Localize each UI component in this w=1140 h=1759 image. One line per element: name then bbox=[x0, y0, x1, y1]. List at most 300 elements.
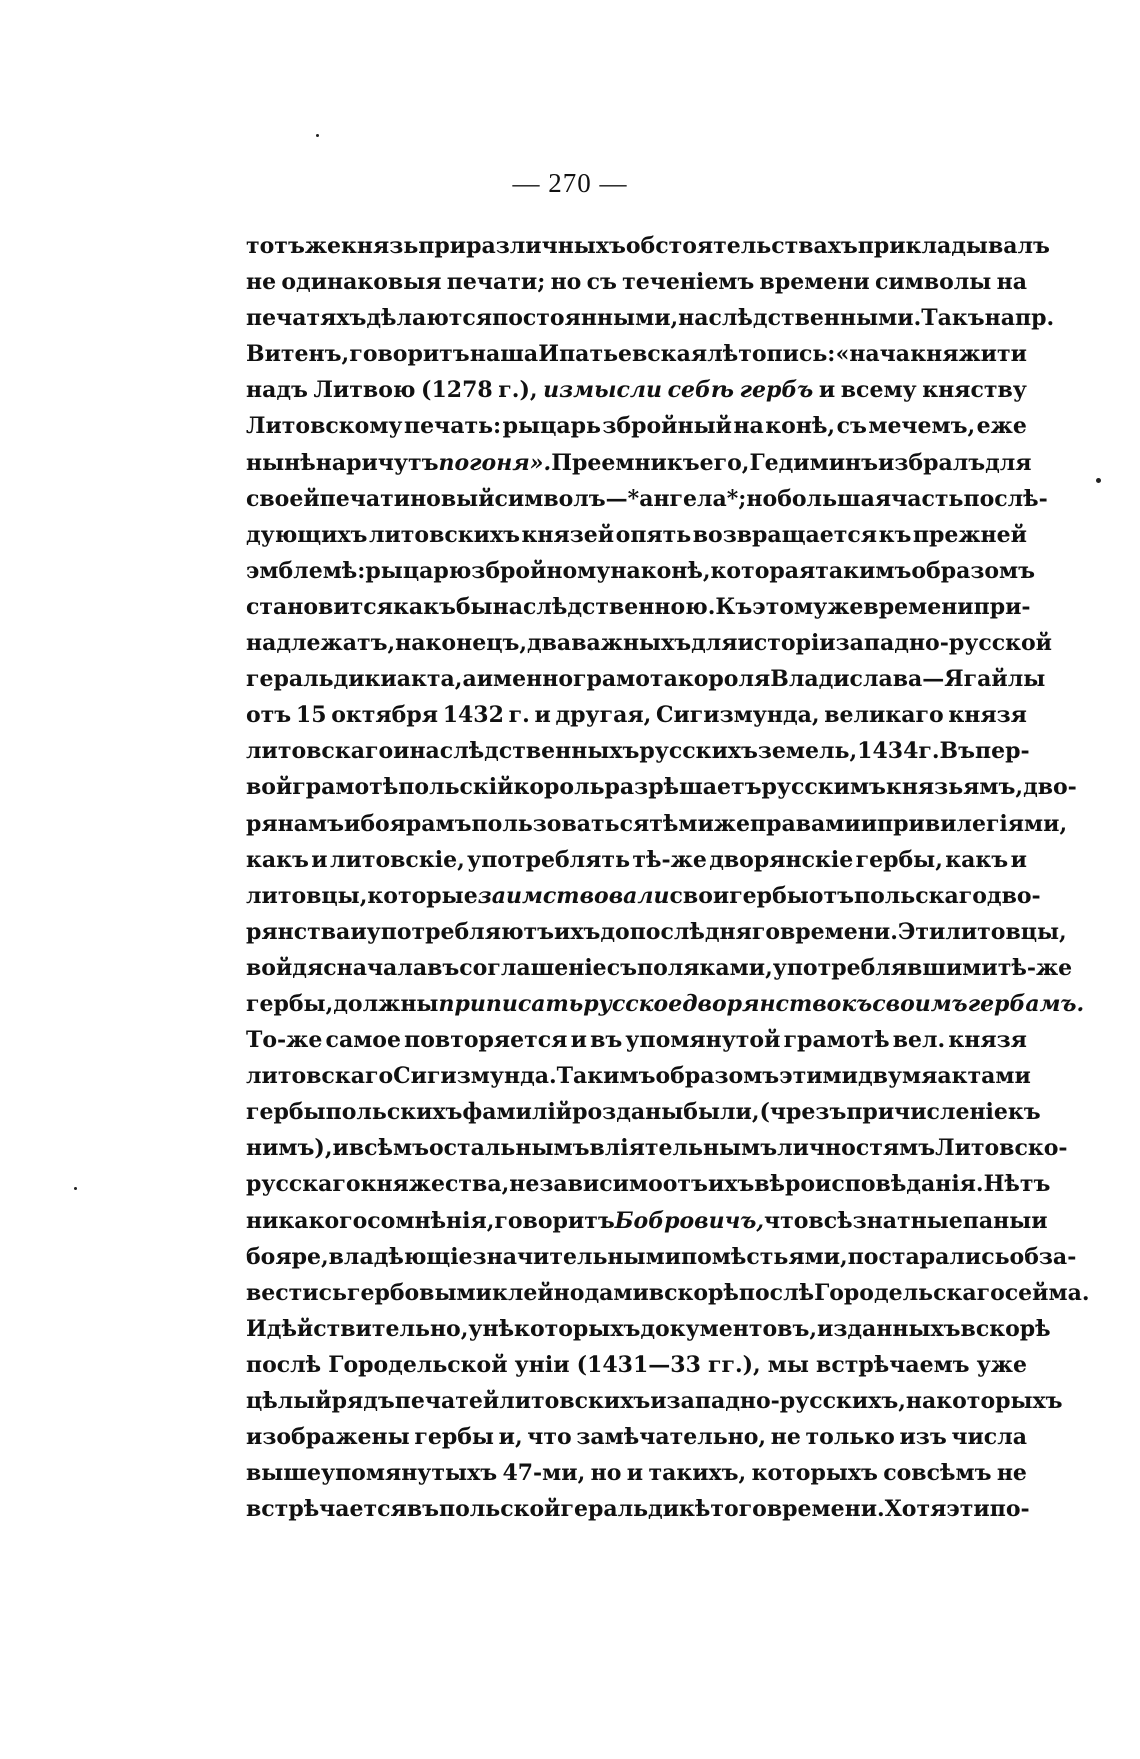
word: г. bbox=[918, 738, 940, 765]
word: именно bbox=[476, 666, 574, 693]
word: съ bbox=[586, 269, 617, 296]
word: акта, bbox=[396, 666, 463, 693]
word: Такимъ bbox=[556, 1063, 656, 1090]
word: у bbox=[468, 1315, 483, 1342]
text-line bbox=[246, 1203, 1048, 1239]
word: и bbox=[534, 702, 551, 729]
word: никакого bbox=[246, 1207, 368, 1234]
word: поляками, bbox=[636, 954, 773, 981]
word: дующихъ bbox=[246, 521, 368, 548]
word: же bbox=[304, 233, 342, 259]
word: отъ bbox=[662, 1171, 708, 1198]
word: 1432 bbox=[442, 702, 504, 729]
word: мы bbox=[767, 1351, 809, 1378]
word: не bbox=[246, 269, 277, 296]
word: какъ bbox=[945, 846, 1009, 873]
word: Бобровичъ, bbox=[614, 1207, 764, 1234]
word: знатные bbox=[852, 1207, 963, 1234]
word: изображены bbox=[246, 1424, 410, 1451]
word: того bbox=[710, 1496, 767, 1523]
word: символы bbox=[875, 269, 992, 296]
word: вестись bbox=[246, 1279, 347, 1306]
word: Преемникъ bbox=[551, 449, 700, 476]
text-line bbox=[246, 445, 1032, 481]
word: гербы bbox=[414, 1424, 494, 1451]
word: геральдикѣ bbox=[560, 1496, 711, 1523]
text-line bbox=[246, 1311, 1051, 1347]
word: мечемъ, bbox=[868, 413, 976, 440]
word: причисленіе bbox=[846, 1099, 1008, 1126]
word: король bbox=[513, 774, 605, 801]
word: для bbox=[691, 630, 738, 657]
word: которыхъ bbox=[751, 1460, 878, 1487]
word: себѣ bbox=[667, 377, 734, 404]
word: что bbox=[527, 1424, 572, 1451]
scan-speck bbox=[316, 134, 319, 137]
word: вышеупомянутыхъ bbox=[246, 1460, 498, 1487]
word: говоритъ bbox=[494, 1207, 615, 1234]
word: совсѣмъ bbox=[883, 1460, 992, 1487]
word: времени. bbox=[780, 918, 898, 945]
word: времени. bbox=[766, 1496, 885, 1523]
word: и bbox=[650, 1388, 667, 1414]
word: дворянскіе bbox=[709, 846, 854, 873]
word: не bbox=[996, 1460, 1027, 1487]
text-line bbox=[246, 733, 1030, 769]
scan-speck bbox=[1096, 478, 1101, 483]
word: замѣчательно, bbox=[576, 1424, 767, 1451]
word: же bbox=[713, 810, 750, 837]
word: рянства bbox=[246, 918, 351, 945]
text-line bbox=[246, 625, 1052, 661]
word: такихъ, bbox=[648, 1460, 747, 1487]
word: и bbox=[393, 738, 410, 765]
word: упомянутой bbox=[625, 1027, 781, 1054]
word: какъ bbox=[392, 593, 456, 620]
word: 1434 bbox=[857, 738, 919, 765]
word: повторяется bbox=[404, 1027, 568, 1054]
word: князей bbox=[521, 521, 615, 548]
word: становится bbox=[246, 593, 393, 620]
word: возвращается bbox=[692, 521, 878, 548]
word: гербамъ. bbox=[967, 990, 1085, 1017]
word: бояре, bbox=[246, 1243, 329, 1270]
word: еже bbox=[976, 413, 1027, 440]
word: западно-русской bbox=[835, 630, 1052, 657]
body-text bbox=[246, 228, 1090, 1527]
page-number: — 270 — bbox=[512, 168, 628, 198]
text-line bbox=[246, 1383, 1063, 1419]
word: эти bbox=[946, 1496, 990, 1523]
word: изданныхъ bbox=[817, 1315, 961, 1342]
word: г. bbox=[508, 702, 530, 729]
word: паны bbox=[962, 1207, 1032, 1234]
word: обстоятельствахъ bbox=[625, 233, 858, 259]
word: говоритъ bbox=[349, 341, 470, 368]
text-line bbox=[246, 1491, 1030, 1527]
word: г.), bbox=[498, 377, 538, 404]
word: всему bbox=[840, 377, 917, 404]
word: и bbox=[350, 918, 367, 945]
text-line bbox=[246, 408, 1027, 444]
word: употреблявшими bbox=[772, 954, 998, 981]
word: и bbox=[570, 1027, 587, 1054]
word: которые bbox=[367, 882, 478, 909]
word: послѣдняго bbox=[629, 918, 781, 945]
word: княжества, bbox=[360, 1171, 510, 1198]
word: вѣроисповѣданія. bbox=[754, 1171, 984, 1198]
word: его, bbox=[699, 449, 750, 476]
word: Сигизмунда, bbox=[655, 702, 820, 729]
word: въ bbox=[427, 954, 460, 981]
word: времени bbox=[863, 593, 974, 620]
word: нѣкоторыхъ bbox=[482, 1315, 641, 1342]
word: гербы bbox=[246, 1099, 326, 1126]
word: одинаковыя bbox=[281, 269, 442, 296]
word: Въ bbox=[939, 738, 975, 765]
word: литовскаго bbox=[246, 738, 394, 765]
word: своей bbox=[246, 485, 320, 512]
text-line bbox=[246, 553, 1036, 589]
word: и bbox=[626, 1460, 644, 1487]
word: вой bbox=[246, 774, 293, 801]
text-line bbox=[246, 806, 1068, 842]
word: сначала bbox=[323, 954, 428, 981]
word: дѣйствительно, bbox=[266, 1315, 469, 1342]
word: измысли bbox=[543, 377, 662, 404]
word: То-же bbox=[246, 1027, 323, 1054]
word: не bbox=[770, 1424, 801, 1451]
text-line bbox=[246, 1275, 1090, 1311]
text-line bbox=[246, 264, 1027, 300]
text-line bbox=[246, 1058, 1031, 1094]
word: князь bbox=[341, 233, 419, 259]
word: литовскихъ bbox=[499, 1388, 651, 1414]
word: привилегіями, bbox=[877, 810, 1068, 837]
word: что bbox=[763, 1207, 809, 1234]
word: гербъ bbox=[739, 377, 814, 404]
word: 15 bbox=[295, 702, 327, 729]
word: печати; bbox=[446, 269, 546, 296]
word: княжити bbox=[910, 341, 1027, 368]
text-line bbox=[246, 1347, 1027, 1383]
word: и bbox=[818, 377, 836, 404]
word: 47-ми, bbox=[502, 1460, 586, 1487]
word: новый bbox=[410, 485, 495, 512]
text-line bbox=[246, 481, 1048, 517]
word: и bbox=[1010, 846, 1027, 873]
word: соглашеніе bbox=[459, 954, 607, 981]
text-line bbox=[246, 1022, 1027, 1058]
word: значительными bbox=[472, 1243, 682, 1270]
word: ихъ bbox=[554, 918, 601, 945]
word: избралъ bbox=[878, 449, 986, 476]
word: наконецъ, bbox=[395, 630, 527, 657]
word: всѣ bbox=[808, 1207, 853, 1234]
word: печать: bbox=[404, 413, 502, 440]
word: самое bbox=[325, 1027, 401, 1054]
word: польскаго bbox=[853, 882, 987, 909]
word: времени bbox=[759, 269, 870, 296]
word: рыцарь bbox=[502, 413, 601, 440]
word: напр. bbox=[984, 305, 1055, 332]
word: числа bbox=[951, 1424, 1027, 1451]
word: своимъ bbox=[872, 990, 968, 1017]
word: сомнѣнія, bbox=[367, 1207, 495, 1234]
word: княству bbox=[922, 377, 1027, 404]
word: отъ bbox=[246, 702, 292, 729]
word: уже bbox=[976, 1351, 1027, 1378]
word: войдя bbox=[246, 954, 324, 981]
word: русское bbox=[583, 990, 683, 1017]
word: бы bbox=[455, 593, 493, 620]
word: конѣ, bbox=[765, 413, 836, 440]
word: должны bbox=[333, 990, 439, 1017]
word: Витенъ, bbox=[246, 341, 350, 368]
word: польскихъ bbox=[325, 1099, 463, 1126]
text-line bbox=[246, 661, 1046, 697]
word: литовскаго bbox=[246, 1063, 394, 1090]
word: гг.), bbox=[707, 1351, 761, 1378]
word: литовцы, bbox=[945, 918, 1067, 945]
word: Такъ bbox=[921, 305, 985, 332]
word: пользоваться bbox=[471, 810, 650, 837]
word: помѣстьями, bbox=[681, 1243, 848, 1270]
word: обза- bbox=[1009, 1243, 1077, 1270]
text-line bbox=[246, 336, 1027, 372]
word: русскимъ bbox=[761, 774, 886, 801]
word: Къ bbox=[715, 593, 753, 620]
word: Гедиминъ bbox=[749, 449, 879, 476]
word: въ bbox=[406, 1496, 439, 1523]
word: рядъ bbox=[331, 1388, 395, 1414]
word: Нѣтъ bbox=[983, 1171, 1051, 1198]
word: но bbox=[550, 269, 582, 296]
word: и bbox=[311, 846, 328, 873]
word: Литовскому bbox=[246, 413, 403, 440]
word: остальнымъ bbox=[428, 1135, 590, 1162]
word: же bbox=[827, 593, 864, 620]
word: при- bbox=[973, 593, 1031, 620]
word: къ bbox=[878, 521, 912, 548]
word: рянамъ bbox=[246, 810, 344, 837]
word: употреблять bbox=[467, 846, 630, 873]
text-line bbox=[246, 1239, 1077, 1275]
word: фамилій bbox=[462, 1099, 573, 1126]
word: сейма. bbox=[1004, 1279, 1090, 1306]
word: исторіи bbox=[737, 630, 836, 657]
word: приписать bbox=[438, 990, 584, 1017]
word: правами bbox=[749, 810, 861, 837]
word: Литовско- bbox=[935, 1135, 1068, 1162]
word: надлежатъ, bbox=[246, 630, 396, 657]
word: которыхъ bbox=[936, 1388, 1063, 1414]
word: печати bbox=[319, 485, 411, 512]
word: грамотѣ bbox=[292, 774, 399, 801]
word: но bbox=[590, 1460, 622, 1487]
word: вскорѣ bbox=[648, 1279, 739, 1306]
word: употребляютъ bbox=[366, 918, 555, 945]
word: къ bbox=[841, 990, 873, 1017]
word: теченіемъ bbox=[622, 269, 755, 296]
word: для bbox=[985, 449, 1032, 476]
word: наричутъ bbox=[315, 449, 439, 476]
word: розданы bbox=[572, 1099, 684, 1126]
text-line bbox=[246, 589, 1031, 625]
word: и bbox=[343, 810, 361, 837]
word: которая bbox=[710, 557, 816, 584]
word: литовскихъ bbox=[368, 521, 520, 548]
word: вліятельнымъ bbox=[589, 1135, 778, 1162]
word: (чрезъ bbox=[759, 1099, 847, 1126]
text-line bbox=[246, 1455, 1027, 1491]
word: владѣющіе bbox=[328, 1243, 473, 1270]
word: и, bbox=[498, 1424, 523, 1451]
text-line bbox=[246, 842, 1027, 878]
word: большая bbox=[777, 485, 892, 512]
word: важныхъ bbox=[571, 630, 692, 657]
word: русскихъ bbox=[639, 738, 758, 765]
word: Городельской bbox=[328, 1351, 508, 1378]
word: польскій bbox=[398, 774, 514, 801]
word: тѣ-же bbox=[997, 954, 1073, 981]
word: къ bbox=[1007, 1099, 1041, 1126]
word: двумя bbox=[857, 1063, 938, 1090]
word: такимъ bbox=[815, 557, 912, 584]
word: западно-русскихъ, bbox=[666, 1388, 906, 1414]
word: на bbox=[610, 557, 641, 584]
text-line bbox=[246, 1166, 1051, 1202]
word: литовскіе, bbox=[330, 846, 465, 873]
word: гербы, bbox=[246, 990, 334, 1017]
word: гербы bbox=[729, 882, 809, 909]
word: на bbox=[733, 413, 764, 440]
word: и bbox=[332, 1135, 349, 1162]
text-line bbox=[246, 228, 1050, 264]
word: встрѣчается bbox=[246, 1496, 407, 1523]
text-line bbox=[246, 769, 1077, 805]
word: Эти bbox=[897, 918, 946, 945]
word: «нача bbox=[835, 341, 911, 368]
word: всѣмъ bbox=[348, 1135, 429, 1162]
word: личностямъ bbox=[777, 1135, 936, 1162]
word: князьямъ, bbox=[885, 774, 1024, 801]
word: збройному bbox=[471, 557, 611, 584]
word: но bbox=[746, 485, 778, 512]
word: вскорѣ bbox=[960, 1315, 1051, 1342]
text-line bbox=[246, 914, 1067, 950]
word: ихъ bbox=[707, 1171, 755, 1198]
word: нимъ), bbox=[246, 1135, 333, 1162]
word: образомъ bbox=[911, 557, 1036, 584]
word: послѣ bbox=[738, 1279, 815, 1306]
word: Ипатьевская bbox=[538, 341, 708, 368]
scan-speck bbox=[74, 1187, 77, 1190]
text-line bbox=[246, 878, 1041, 914]
word: и bbox=[1031, 1207, 1048, 1234]
word: Хотя bbox=[884, 1496, 947, 1523]
word: Сигизмунда. bbox=[393, 1063, 557, 1090]
text-line bbox=[246, 517, 1027, 553]
word: послѣ bbox=[246, 1351, 322, 1378]
word: тѣ-же bbox=[632, 846, 707, 873]
word: другая, bbox=[555, 702, 652, 729]
word: заимствовали bbox=[477, 882, 670, 909]
text-line bbox=[246, 697, 1027, 733]
word: два bbox=[526, 630, 572, 657]
word: погоня». bbox=[438, 449, 552, 476]
word: печатей bbox=[394, 1388, 500, 1414]
word: дѣлаются bbox=[366, 305, 493, 332]
text-line bbox=[246, 1130, 1068, 1166]
word: наслѣдственныхъ bbox=[409, 738, 640, 765]
word: польской bbox=[438, 1496, 561, 1523]
word: этому bbox=[752, 593, 828, 620]
text-line bbox=[246, 300, 1055, 336]
word: нынѣ bbox=[246, 449, 316, 476]
word: князя bbox=[948, 702, 1027, 729]
word: наслѣдственными. bbox=[678, 305, 922, 332]
word: печатяхъ bbox=[246, 305, 367, 332]
word: уніи bbox=[514, 1351, 570, 1378]
word: октября bbox=[331, 702, 438, 729]
word: литовцы, bbox=[246, 882, 368, 909]
word: короля bbox=[677, 666, 771, 693]
word: съ bbox=[836, 413, 867, 440]
word: при bbox=[418, 233, 467, 259]
word: часть bbox=[891, 485, 964, 512]
word: русскаго bbox=[246, 1171, 361, 1198]
text-line bbox=[246, 372, 1027, 408]
word: въ bbox=[590, 1027, 623, 1054]
word: гербовыми bbox=[346, 1279, 492, 1306]
word: тѣми bbox=[649, 810, 714, 837]
word: на bbox=[905, 1388, 937, 1414]
text-line bbox=[246, 1094, 1041, 1130]
word: встрѣчаемъ bbox=[816, 1351, 970, 1378]
word: постоянными, bbox=[492, 305, 679, 332]
word: только bbox=[805, 1424, 895, 1451]
word: документовъ, bbox=[640, 1315, 818, 1342]
word: дво- bbox=[1023, 774, 1077, 801]
text-line bbox=[246, 950, 1073, 986]
word: збройный bbox=[602, 413, 732, 440]
word: постарались bbox=[847, 1243, 1010, 1270]
word: земель, bbox=[757, 738, 858, 765]
word: великаго bbox=[824, 702, 944, 729]
word: гербы, bbox=[855, 846, 943, 873]
word: вел. bbox=[892, 1027, 946, 1054]
word: князя bbox=[948, 1027, 1027, 1054]
word: и bbox=[860, 810, 878, 837]
word: какъ bbox=[246, 846, 309, 873]
word: образомъ bbox=[655, 1063, 780, 1090]
text-line bbox=[246, 986, 1085, 1022]
word: грамотѣ bbox=[783, 1027, 890, 1054]
word: рыцарю bbox=[365, 557, 472, 584]
word: Владислава—Ягайлы bbox=[770, 666, 1046, 693]
word: свои bbox=[669, 882, 730, 909]
word: пер- bbox=[975, 738, 1030, 765]
word: (1278 bbox=[421, 377, 493, 404]
word: тотъ bbox=[246, 233, 305, 259]
word: до bbox=[600, 918, 630, 945]
word: надъ bbox=[246, 377, 308, 404]
word: изъ bbox=[899, 1424, 947, 1451]
word: различныхъ bbox=[466, 233, 626, 259]
word: лѣтопись: bbox=[707, 341, 836, 368]
word: были, bbox=[683, 1099, 760, 1126]
